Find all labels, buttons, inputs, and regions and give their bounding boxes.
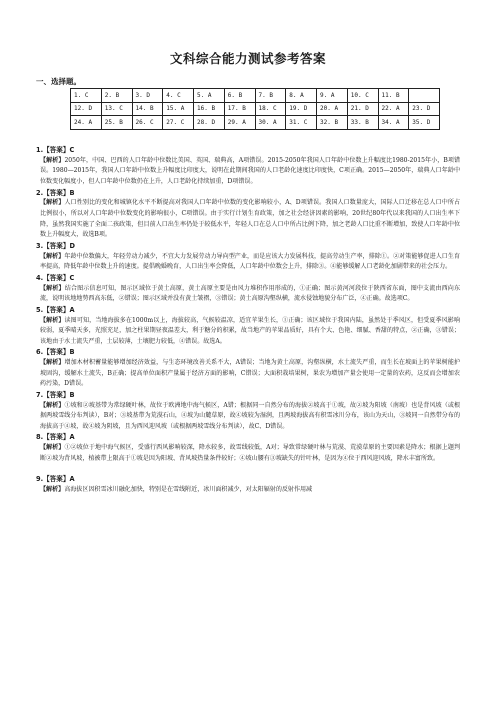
answer-cell: 30. A bbox=[255, 116, 286, 130]
question-8 bbox=[36, 432, 460, 464]
answer-cell: 11. B bbox=[378, 89, 409, 103]
question-answer: 6.【答案】B bbox=[36, 348, 75, 357]
answer-cell: 10. C bbox=[347, 89, 378, 103]
answer-cell: 33. B bbox=[347, 116, 378, 130]
analysis-text: 读图可知，当地海拔多在1000m以上，海拔较高，气候较温凉，适宜苹果生长，①正确；该区域位于我国内陆，虽然处于季风区，但受夏季风影响较弱，夏季晴天多，光照充足，加之柱果期昼夜温差大，利于糖分的积累，故当地产的苹果品质好，具有个大、色艳、细腻、香甜的特点，②正确，③错误；该地由于水土流失严重，土层较薄，土壤肥力较低，④错误。故选A。 bbox=[40, 316, 460, 345]
answer-cell: 7. B bbox=[255, 89, 286, 103]
question-2 bbox=[36, 188, 461, 241]
analysis-tag: 【解析】 bbox=[40, 359, 65, 367]
analysis-tag: 【解析】 bbox=[40, 444, 65, 452]
question-5 bbox=[36, 305, 460, 348]
answer-cell: 31. C bbox=[286, 116, 317, 130]
spacer bbox=[40, 464, 460, 474]
question-answer: 2.【答案】B bbox=[36, 188, 75, 197]
answer-cell: 34. A bbox=[378, 116, 409, 130]
question-answer: 1.【答案】C bbox=[36, 146, 75, 154]
analysis-text: 2050年，中国、巴西的人口年龄中位数比美国、英国、瑞典高，A项错误。2015-2050年我国人口年龄中位数上升幅度比1980-2015年小，B项错误。1980—2015年，我国人口年龄中位数上升幅度比印度大，说明在此期间我国的人口老龄化速度比印度快，C项正确。2015—2050年，瑞典人口年龄中位数变化幅度小，但人口年龄中位数仍在上升，人口老龄化持续加重，D项错误。 bbox=[40, 156, 460, 185]
answer-cell: 21. D bbox=[347, 102, 378, 116]
analysis-text: 人口性别比的变化和城镇化水平不断提高对我国人口年龄中位数的变化影响较小，A、D项错误。我国人口数量庞大，国际人口迁移在总人口中所占比例很小，所以对人口年龄中位数变化的影响很小，C项错误。由于实行计划生育政策，加之社会经济因素的影响，20世纪80年代以来我国的人口出生率下降，虽然我国实施了全面二孩政策，但目前人口出生率仍处于较低水平，年轻人口在总人口中所占比例下降，加之老龄人口比重不断增加，致使人口年龄中位数上升幅度大，故选B项。 bbox=[40, 199, 461, 239]
answer-cell: 20. A bbox=[317, 102, 348, 116]
analysis-text: ①②坡位于地中海气候区，受盛行西风影响较深，降水较多，故雪线较低，A对；导致常绿硬叶林与荒漠、荒漠草原的主要因素是降水；根据上题判断②坡为背风坡，植被带上限高于①坡是因为阳坡、背风坡热量条件较好；④坡山腰有③坡缺失的针叶林，是因为④位于西风迎风坡，降水丰富所致。 bbox=[40, 444, 460, 462]
explanations bbox=[36, 145, 461, 496]
answer-cell: 1. C bbox=[71, 89, 102, 103]
answer-cell: 23. D bbox=[409, 102, 440, 116]
answer-cell: 5. A bbox=[194, 89, 225, 103]
answer-cell: 19. D bbox=[286, 102, 317, 116]
answer-cell: 26. C bbox=[132, 116, 163, 130]
answer-cell: 28. D bbox=[194, 116, 225, 130]
analysis-text: 增加木材积蓄量能够增加经济效益，与生态环境改善关系不大，A错误；当地为黄土高原，沟壑纵横，水土流失严重，而生长在坡面上的苹果树能护坡固沟，缓解水土流失，B正确；提高单位面积产量属于经济方面的影响，C错误；大面积栽培果树，果农为增加产量会使用一定量的农药，这反而会增加农药污染，D错误。 bbox=[40, 359, 460, 388]
question-answer: 3.【答案】D bbox=[36, 241, 75, 250]
question-1 bbox=[36, 145, 460, 188]
answer-cell: 12. D bbox=[71, 102, 102, 116]
answer-cell: 17. B bbox=[224, 102, 255, 116]
question-4 bbox=[36, 273, 460, 305]
answer-cell bbox=[409, 89, 440, 103]
answer-cell: 27. C bbox=[163, 116, 194, 130]
document-title: 文科综合能力测试参考答案 bbox=[169, 51, 326, 66]
analysis-tag: 【解析】 bbox=[40, 284, 65, 292]
question-answer: 8.【答案】A bbox=[36, 433, 75, 442]
analysis-tag: 【解析】 bbox=[40, 401, 65, 409]
analysis-tag: 【解析】 bbox=[40, 316, 65, 324]
answer-cell: 8. A bbox=[286, 89, 317, 103]
question-answer: 5.【答案】A bbox=[36, 305, 75, 314]
answer-cell: 9. A bbox=[317, 89, 348, 103]
analysis-tag: 【解析】 bbox=[40, 199, 65, 207]
answer-cell: 6. B bbox=[224, 89, 255, 103]
answer-cell: 22. A bbox=[378, 102, 409, 116]
analysis-tag: 【解析】 bbox=[40, 486, 65, 494]
answer-cell: 25. B bbox=[101, 116, 132, 130]
answer-cell: 32. B bbox=[317, 116, 348, 130]
analysis-tag: 【解析】 bbox=[40, 252, 65, 260]
answer-cell: 18. C bbox=[255, 102, 286, 116]
answer-row bbox=[71, 102, 440, 116]
analysis-text: 年龄中位数偏大，年轻劳动力减少，不宜大力发展劳动力导向型产业，而是应该大力发展科技，提高劳动生产率，排除①。②对策能够促进人口生育率提高，降低年龄中位数上升的速度。提倡晚婚晚育，人口出生率会降低，人口年龄中位数会上升，排除③。④能够缓解人口老龄化加剧带来的社会压力。 bbox=[40, 252, 461, 271]
question-7 bbox=[36, 390, 460, 433]
answer-cell: 3. D bbox=[132, 89, 163, 103]
question-9 bbox=[36, 474, 460, 495]
question-answer: 7.【答案】B bbox=[36, 390, 75, 399]
answer-cell: 24. A bbox=[71, 116, 102, 130]
section-heading: 一、选择题。 bbox=[36, 77, 81, 86]
answer-cell: 13. C bbox=[101, 102, 132, 116]
question-3 bbox=[36, 241, 461, 273]
answer-row bbox=[71, 116, 440, 130]
analysis-text: ①坡和②坡基带为常绿硬叶林，故位于欧洲地中海气候区，A错；根据同一自然分布的海拔②坡高于①坡，故②坡为阳坡（南坡）也是背风坡（或根据两坡雪线分布判读），B对；③坡基带为荒漠石山，④坡为山麓草原，故④坡较为湿润，且两坡海拔高有积雪冰川分布，该山为天山，③坡同一自然带分布的海拔高于④坡，故④坡为阴坡，且为西风迎风坡（或根据两坡雪线分布判读），故C、D错误。 bbox=[40, 401, 460, 430]
analysis-text: 结合图示信息可知，图示区域位于黄土高原，黄土高原主要是由风力堆积作用形成的，①正确；图示黄河河段位于陕西省东面，图中支流由西向东流，说明该地地势西高东低，②错误；图示区域并没有黄土皱褶，③错误；黄土高原沟壑纵横，流水侵蚀地貌分布广泛，④正确。故选项C。 bbox=[40, 284, 460, 303]
question-6 bbox=[36, 347, 460, 390]
analysis-tag: 【解析】 bbox=[40, 156, 65, 164]
answer-row bbox=[71, 89, 440, 103]
answer-cell: 29. A bbox=[224, 116, 255, 130]
answer-cell: 14. B bbox=[132, 102, 163, 116]
question-answer: 4.【答案】C bbox=[36, 273, 75, 282]
answer-cell: 35. D bbox=[409, 116, 440, 130]
answer-table bbox=[70, 88, 440, 130]
analysis-text: 高海拔区因积雪冰川融化加快，特别是在雪线附近，冰川面积减少，对太阳辐射的反射作用减 bbox=[64, 486, 313, 494]
answer-cell: 4. C bbox=[163, 89, 194, 103]
answer-cell: 15. A bbox=[163, 102, 194, 116]
answer-cell: 16. B bbox=[194, 102, 225, 116]
question-answer: 9.【答案】A bbox=[36, 475, 75, 484]
answer-cell: 2. B bbox=[101, 89, 132, 103]
